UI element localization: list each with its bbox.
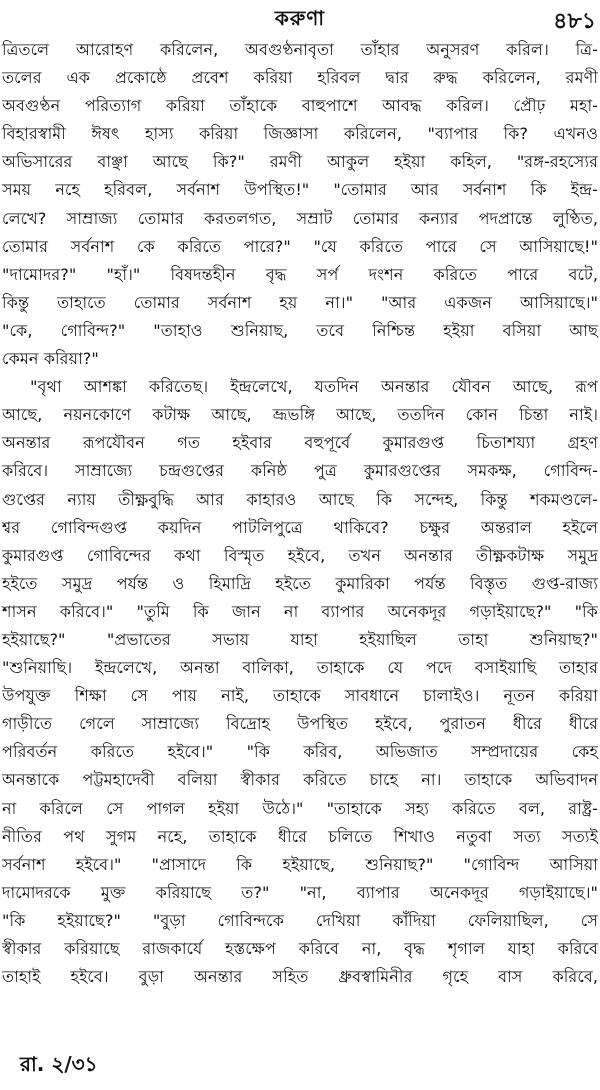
- text-line: শাসন করিবে।" "তুমি কি জান না ব্যাপার অনেকদূর গড়াইয়াছে?" "কি: [2, 601, 598, 621]
- text-line: পরিবর্তন করিতে হইবে।" "কি করিব, অভিজাত সম্প্রদায়ের কেহ: [2, 742, 598, 762]
- text-line: সর্বনাশ হইবে।" "প্রাসাদে কি হইয়াছে, শুনিয়াছ?" "গোবিন্দ আসিয়া: [2, 854, 598, 874]
- text-line: আছে, নয়নকোণে কটাক্ষ আছে, ভ্রূভঙ্গি আছে, ততদিন কোন চিন্তা নাই।: [2, 405, 598, 425]
- footer-signature: রা. ২/৩১: [20, 1052, 98, 1076]
- paragraph-2: [0, 373, 600, 991]
- text-line: সময় নহে হরিবল, সর্বনাশ উপস্থিত!" "তোমার আর সর্বনাশ কি ইন্দ্র-: [2, 180, 598, 200]
- text-line: কুমারগুপ্ত গোবিন্দের কথা বিস্মৃত হইবে, তখন অনন্তার তীক্ষ্ণকটাক্ষ সমুদ্র: [2, 545, 598, 565]
- body-text: [0, 36, 600, 991]
- text-line: হইয়াছে?" "প্রভাতের সভায় যাহা হইয়াছিল তাহা শুনিয়াছ?": [2, 629, 598, 649]
- text-line: "দামোদর?" "হাঁ।" বিষদন্তহীন বৃদ্ধ সর্প দংশন করিতে পারে বটে,: [2, 264, 598, 284]
- text-line: গুপ্তের ন্যায় তীক্ষ্ণবুদ্ধি আর কাহারও আছে কি সন্দেহ, কিন্তু শকমণ্ডলে-: [2, 489, 598, 509]
- text-line: উপযুক্ত শিক্ষা সে পায় নাই, তাহাকে সাবধানে চালাইও। নূতন করিয়া: [2, 686, 598, 706]
- text-line: না করিলে সে পাগল হইয়া উঠে।" "তাহাকে সহ্য করিতে বল, রাষ্ট্র-: [2, 798, 598, 818]
- text-line: তলের এক প্রকোষ্ঠে প্রবেশ করিয়া হরিবল দ্বার রুদ্ধ করিলেন, রমণী: [2, 68, 598, 88]
- text-line: ত্রিতলে আরোহণ করিলেন, অবগুণ্ঠনাবৃতা তাঁহার অনুসরণ করিল। ত্রি-: [2, 40, 598, 59]
- text-line: কিন্তু তাহাতে তোমার সর্বনাশ হয় না।" "আর একজন আসিয়াছে।": [2, 292, 598, 312]
- running-head: [0, 2, 600, 32]
- text-line: স্বীকার করিয়াছে রাজকার্যে হস্তক্ষেপ করিবে না, বৃদ্ধ শৃগাল যাহা করিবে: [2, 939, 598, 958]
- text-line: অবগুণ্ঠন পরিত্যাগ করিয়া তাঁহাকে বাহুপাশে আবদ্ধ করিল। প্রৌঢ় মহা-: [2, 96, 598, 116]
- page-number: ৪৮১: [553, 9, 596, 34]
- paragraph-1: [0, 36, 600, 373]
- text-line: অনন্তাকে পট্টমহাদেবী বলিয়া স্বীকার করিতে চাহে না। তাহাকে অভিবাদন: [2, 770, 598, 790]
- text-line: শ্বর গোবিন্দগুপ্ত কয়দিন পাটলিপুত্রে থাকিবে? চক্ষুর অন্তরাল হইলে: [2, 517, 598, 537]
- text-line: "বৃথা আশঙ্কা করিতেছ। ইন্দ্রলেখে, যতদিন অনন্তার যৌবন আছে, রূপ: [30, 377, 598, 397]
- text-line: কেমন করিয়া?": [2, 349, 99, 369]
- text-line: "শুনিয়াছি। ইন্দ্রলেখে, অনন্তা বালিকা, তাহাকে যে পদে বসাইয়াছি তাহার: [2, 658, 598, 678]
- text-line: "কি হইয়াছে?" "বুড়া গোবিন্দকে দেখিয়া কাঁদিয়া ফেলিয়াছিল, সে: [2, 910, 598, 930]
- text-line: বিহারস্বামী ঈষৎ হাস্য করিয়া জিজ্ঞাসা করিলেন, "ব্যাপার কি? এখনও: [2, 124, 598, 144]
- text-line: নীতির পথ সুগম নহে, তাহাকে ধীরে চলিতে শিখাও নতুবা সত্য সত্যই: [2, 826, 598, 846]
- text-line: লেখে? সাম্রাজ্য তোমার করতলগত, সম্রাট তোমার কন্যার পদপ্রান্তে লুণ্ঠিত,: [2, 208, 598, 228]
- text-line: "কে, গোবিন্দ?" "তাহাও শুনিয়াছ, তবে নিশ্চিন্ত হইয়া বসিয়া আছ: [2, 320, 598, 340]
- text-line: তোমার সর্বনাশ কে করিতে পারে?" "যে করিতে পারে সে আসিয়াছে!": [2, 236, 598, 256]
- text-line: দামোদরকে মুক্ত করিয়াছে ত?" "না, ব্যাপার অনেকদূর গড়াইয়াছে।": [2, 882, 598, 902]
- text-line: করিবে। সাম্রাজ্যে চন্দ্রগুপ্তের কনিষ্ঠ পুত্র কুমারগুপ্তের সমকক্ষ, গোবিন্দ-: [2, 461, 598, 481]
- text-line: অভিসারের বাঞ্ছা আছে কি?" রমণী আকুল হইয়া কহিল, "রঙ্গ-রহস্যের: [2, 152, 598, 172]
- text-line: হইতে সমুদ্র পর্যন্ত ও হিমাদ্রি হইতে কুমারিকা পর্যন্ত বিস্তৃত গুপ্ত-রাজ্য: [2, 573, 598, 593]
- running-title: করুণা: [274, 6, 326, 30]
- text-line: অনন্তার রূপযৌবন গত হইবার বহুপূর্বে কুমারগুপ্ত চিতাশয্যা গ্রহণ: [2, 433, 598, 453]
- text-line: গাড়ীতে গেলে সাম্রাজ্যে বিদ্রোহ উপস্থিত হইবে, পুরাতন ধীরে ধীরে: [2, 714, 598, 734]
- text-line: তাহাই হইবে। বুড়া অনন্তার সহিত ধ্রুবস্বামিনীর গৃহে বাস করিবে,: [2, 967, 598, 987]
